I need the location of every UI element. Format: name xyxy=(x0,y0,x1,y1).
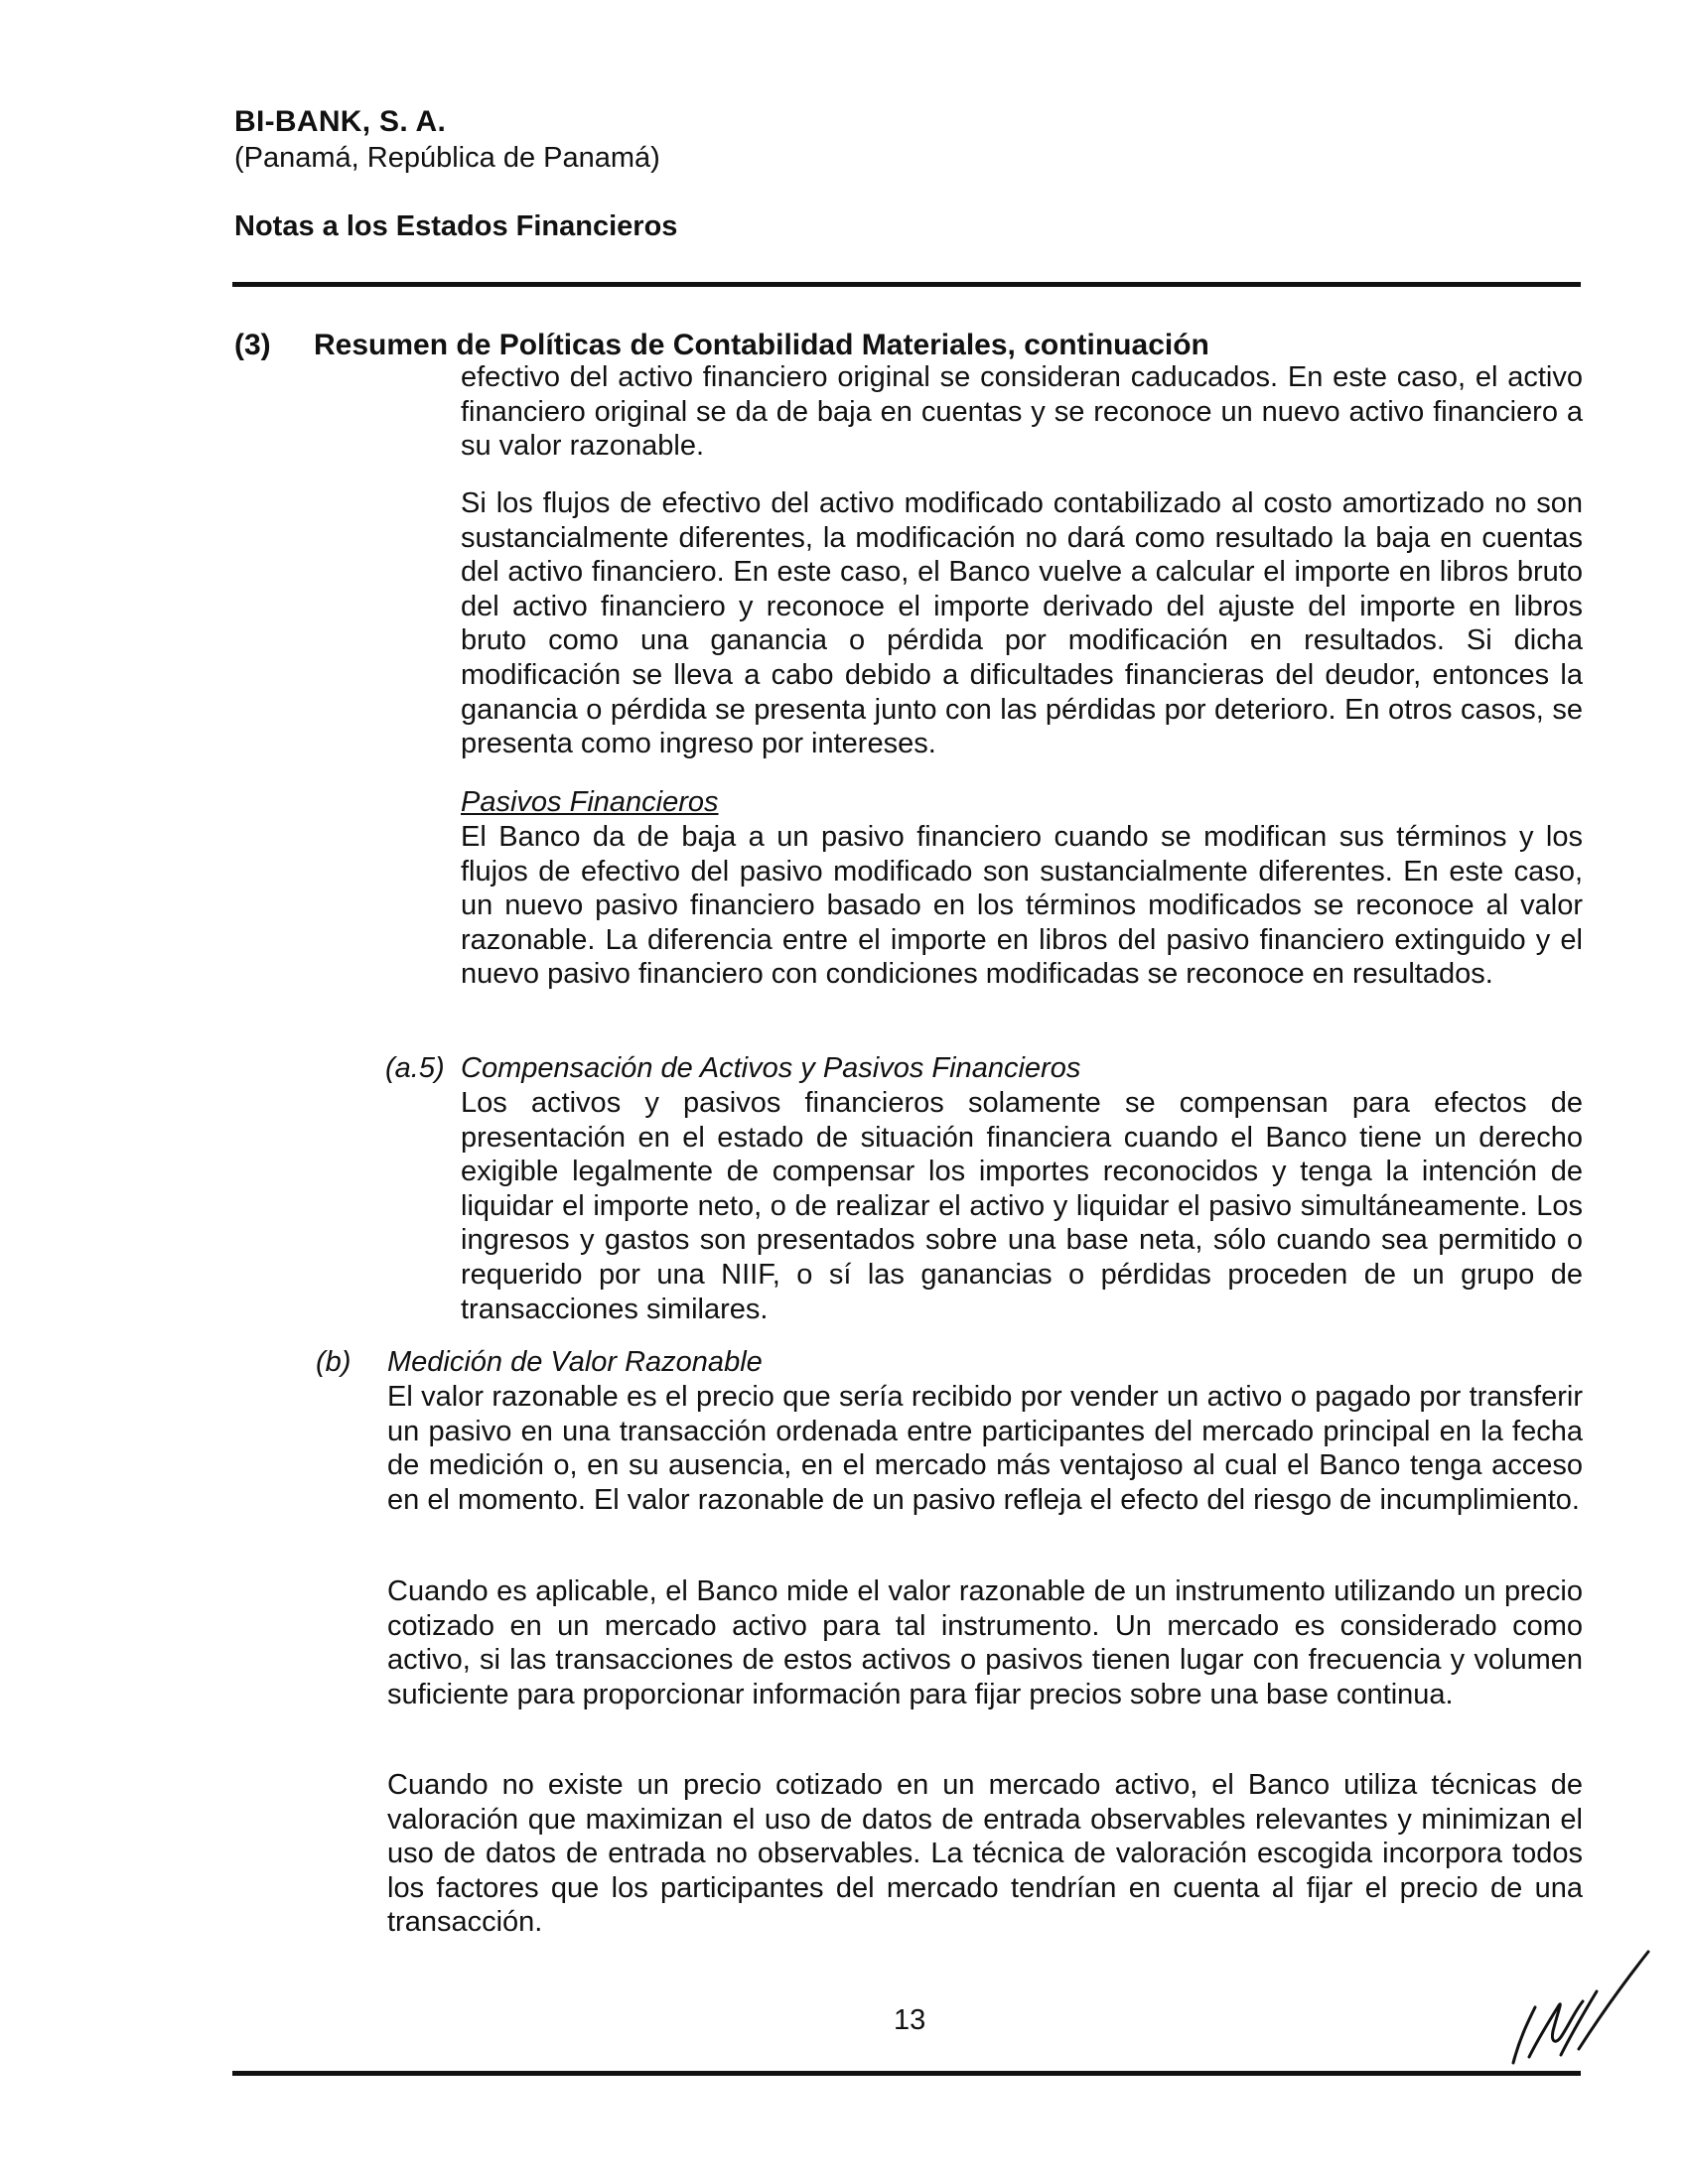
page-number: 13 xyxy=(894,2004,926,2036)
paragraph-valor-razonable: El valor razonable es el precio que sería recibido por vender un activo o pagado por transferir un pasivo en una transacción ordenada entre participantes del mercado principal en la fecha de medición o, en su ausencia, en el mercado más ventajoso al cual el Banco tenga acceso en el momento. El valor razonable de un pasivo refleja el efecto del riesgo de incumplimiento. xyxy=(387,1381,1583,1516)
signature-initials xyxy=(1509,1946,1658,2075)
section-number: (3) xyxy=(234,329,271,361)
header-divider xyxy=(232,282,1581,287)
paragraph-activo-caducado: efectivo del activo financiero original se consideran caducados. En este caso, el activo financiero original se da de baja en cuentas y se reconoce un nuevo activo financiero a su valor razonable. xyxy=(461,361,1583,463)
subheading-pasivos-financieros: Pasivos Financieros xyxy=(461,786,719,818)
section-title: Resumen de Políticas de Contabilidad Materiales, continuación xyxy=(314,329,1209,361)
subsection-label-a5: (a.5) xyxy=(385,1052,445,1084)
company-name: BI-BANK, S. A. xyxy=(234,105,447,138)
subsection-label-b: (b) xyxy=(316,1346,352,1378)
paragraph-flujos-modificados: Si los flujos de efectivo del activo modificado contabilizado al costo amortizado no son sustancialmente diferentes, la modificación no dará como resultado la baja en cuentas del activo financiero. En este caso, el Banco vuelve a calcular el importe en libros bruto del activo financiero y reconoce el importe derivado del ajuste del importe en libros bruto como una ganancia o pérdida por modificación en resultados. Si dicha modificación se lleva a cabo debido a dificultades financieras del deudor, entonces la ganancia o pérdida se presenta junto con las pérdidas por deterioro. En otros casos, se presenta como ingreso por intereses. xyxy=(461,487,1583,760)
paragraph-mercado-activo: Cuando es aplicable, el Banco mide el valor razonable de un instrumento utilizando un precio cotizado en un mercado activo para tal instrumento. Un mercado es considerado como activo, si las transacciones de estos activos o pasivos tienen lugar con frecuencia y volumen suficiente para proporcionar información para fijar precios sobre una base continua. xyxy=(387,1575,1583,1710)
paragraph-compensacion: Los activos y pasivos financieros solamente se compensan para efectos de presentación en el estado de situación financiera cuando el Banco tiene un derecho exigible legalmente de compensar los importes reconocidos y tenga la intención de liquidar el importe neto, o de realizar el activo y liquidar el pasivo simultáneamente. Los ingresos y gastos son presentados sobre una base neta, sólo cuando sea permitido o requerido por una NIIF, o sí las ganancias o pérdidas proceden de un grupo de transacciones similares. xyxy=(461,1087,1583,1325)
subsection-heading-compensacion: Compensación de Activos y Pasivos Financieros xyxy=(461,1052,1081,1084)
subsection-heading-valor-razonable: Medición de Valor Razonable xyxy=(387,1346,763,1378)
company-location: (Panamá, República de Panamá) xyxy=(234,142,660,174)
document-title: Notas a los Estados Financieros xyxy=(234,210,678,242)
paragraph-tecnicas-valoracion: Cuando no existe un precio cotizado en un mercado activo, el Banco utiliza técnicas de valoración que maximizan el uso de datos de entrada observables relevantes y minimizan el uso de datos de entrada no observables. La técnica de valoración escogida incorpora todos los factores que los participantes del mercado tendrían en cuenta al fijar el precio de una transacción. xyxy=(387,1769,1583,1939)
paragraph-pasivos-financieros: El Banco da de baja a un pasivo financiero cuando se modifican sus términos y los flujos de efectivo del pasivo modificado son sustancialmente diferentes. En este caso, un nuevo pasivo financiero basado en los términos modificados se reconoce al valor razonable. La diferencia entre el importe en libros del pasivo financiero extinguido y el nuevo pasivo financiero con condiciones modificadas se reconoce en resultados. xyxy=(461,821,1583,991)
footer-divider xyxy=(232,2071,1581,2076)
